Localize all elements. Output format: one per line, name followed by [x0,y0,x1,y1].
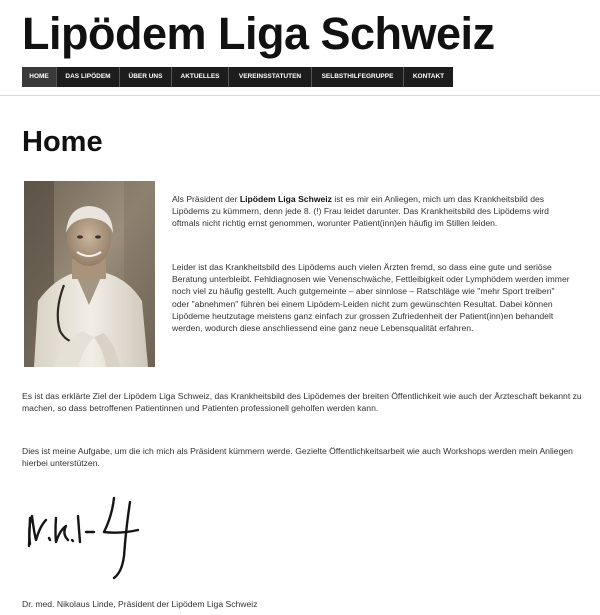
signoff-text: Dr. med. Nikolaus Linde, Präsident der Lipödem Liga Schweiz [22,599,258,609]
body-paragraph-2: Leider ist das Krankheitsbild des Lipödems auch vielen Ärzten fremd, so dass eine gute und seriöse Beratung unterbleibt. Fehldiagnosen wie Venenschwäche, Fettleibigkeit oder Lymphödem werden immer noch viel zu häufig gestellt. Auch gutgemeinte – aber sinnlose – Ratschläge wie "mehr Sport treiben" oder "abnehmen" führen bei einem Lipödem-Leiden nicht zum gewünschten Resultat. Dabei können Lipödeme heutzutage meistens ganz einfach zur grossen Zufriedenheit der Patient(inn)en behandelt werden, wodurch diese anschliessend eine ganz neue Lebensqualität erfahren. [172,262,570,334]
nav-item-aktuelles[interactable]: AKTUELLES [172,67,229,87]
handwritten-signature-image [22,482,152,582]
page-heading: Home [22,126,103,158]
site-title[interactable]: Lipödem Liga Schweiz [22,8,495,59]
header-divider [0,95,600,96]
intro-prefix-text: Als Präsident der [172,194,240,204]
nav-item-das-lipoedem[interactable]: DAS LIPÖDEM [57,67,120,87]
main-navigation [22,67,453,87]
nav-item-selbsthilfegruppe[interactable]: SELBSTHILFEGRUPPE [312,67,404,87]
intro-paragraph [172,193,572,230]
nav-item-kontakt[interactable]: KONTAKT [404,67,453,87]
organization-name-strong: Lipödem Liga Schweiz [239,194,332,204]
body-paragraph-3: Es ist das erklärte Ziel der Lipödem Liga Schweiz, das Krankheitsbild des Lipödemes der breiten Öffentlichkeit wie auch der Ärzteschaft bekannt zu machen, so dass betroffenen Patientinnen und Patienten professionell geholfen werden kann. [22,391,582,414]
president-portrait-image [24,181,155,367]
intro-rest-text: ist es mir ein Anliegen, mich um das Krankheitsbild des Lipödems zu kümmern, denn jede 8. (!) Frau leidet darunter. Das Krankheitsbild des Lipödems wird oftmals nicht richtig ernst genommen, worunter Patient(inn)en häufig im Stillen leiden. [172,194,549,229]
nav-item-ueber-uns[interactable]: ÜBER UNS [120,67,172,87]
nav-item-vereinsstatuten[interactable]: VEREINSSTATUTEN [229,67,312,87]
nav-item-home[interactable]: HOME [22,67,57,87]
body-paragraph-4: Dies ist meine Aufgabe, um die ich mich als Präsident kümmern werde. Gezielte Öffentlichkeitsarbeit wie auch Workshops werden mein Anliegen hierbei unterstützen. [22,446,573,469]
